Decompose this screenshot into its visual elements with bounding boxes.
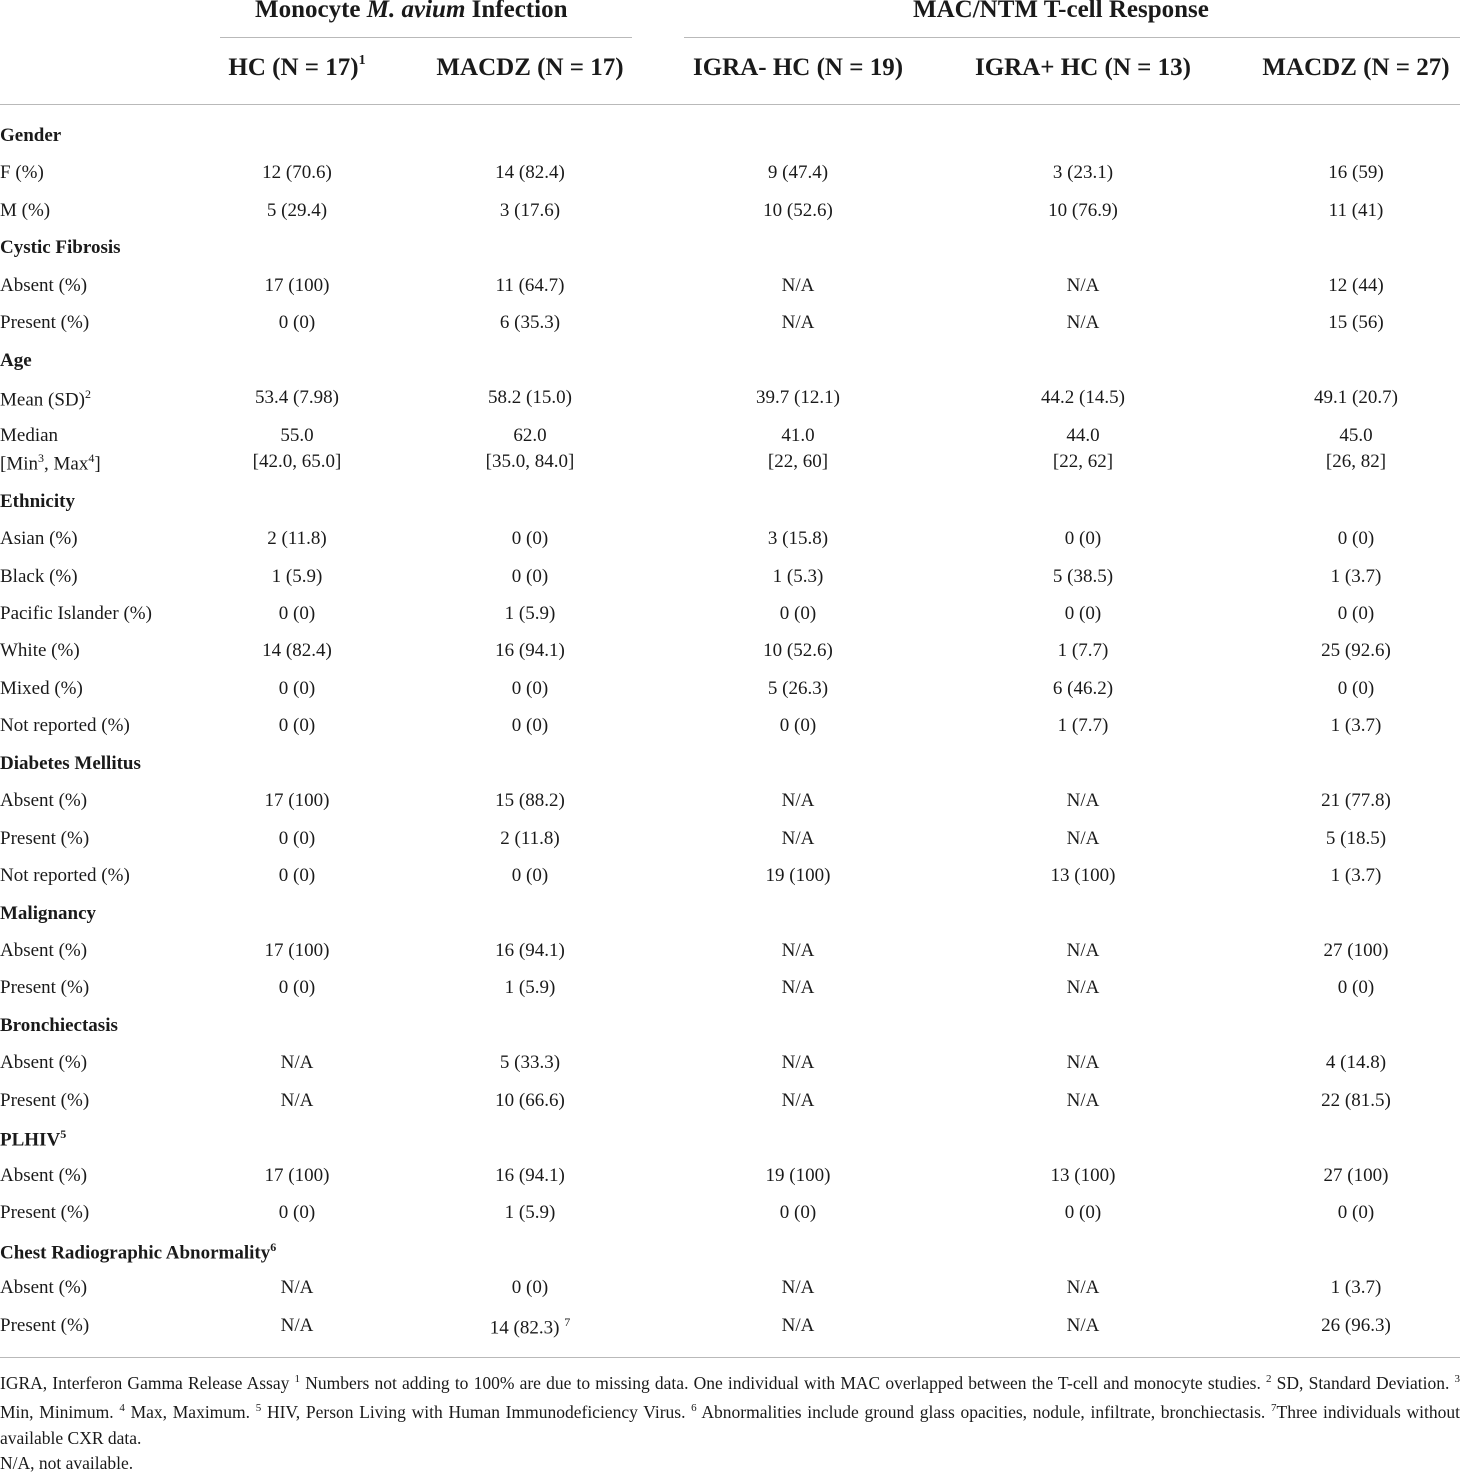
column-header: MACDZ (N = 17) [436,54,624,81]
table-cell: 1 (5.9) [504,603,556,624]
table-cell: 1 (5.9) [271,566,323,587]
row-label: Absent (%) [0,1165,88,1186]
table-cell: [22, 60] [767,451,829,472]
section-header-row [0,900,1460,930]
table-cell: 0 (0) [1337,1202,1375,1223]
table-cell: 1 (3.7) [1330,865,1382,886]
table-cell: 14 (82.4) [262,640,332,661]
column-header: IGRA+ HC (N = 13) [975,54,1191,81]
table-row [0,1274,1460,1304]
table-cell: N/A [1066,977,1100,998]
table-cell: N/A [781,828,815,849]
table-row [0,862,1460,892]
table-cell: 0 (0) [511,1277,549,1298]
table-row [0,384,1460,414]
table-cell: 5 (38.5) [1052,566,1114,587]
section-header-row [0,488,1460,518]
table-cell: N/A [280,1052,314,1073]
footer-rule [0,1357,1460,1358]
table-cell: 11 (64.7) [495,275,565,296]
table-cell: 3 (17.6) [499,200,561,221]
row-label: Present (%) [0,1202,90,1223]
table-cell: 0 (0) [278,977,316,998]
table-cell: 5 (33.3) [499,1052,561,1073]
table-cell: 15 (88.2) [495,790,565,811]
section-label: Cystic Fibrosis [0,237,121,258]
table-cell: 0 (0) [511,865,549,886]
table-cell: 5 (29.4) [266,200,328,221]
table-cell: 41.0 [781,425,815,446]
table-row [0,1049,1460,1079]
section-label: Ethnicity [0,491,75,512]
table-row [0,197,1460,227]
table-cell: 10 (76.9) [1048,200,1118,221]
table-cell: 1 (3.7) [1330,1277,1382,1298]
table-cell: 17 (100) [264,790,330,811]
section-header-row [0,122,1460,152]
table-cell: 53.4 (7.98) [255,387,339,408]
table-cell: N/A [280,1315,314,1336]
table-cell: N/A [1066,1315,1100,1336]
table-cell: 0 (0) [1337,678,1375,699]
table-cell: N/A [781,275,815,296]
table-row [0,675,1460,705]
table-cell: 6 (35.3) [499,312,561,333]
table-cell: 10 (52.6) [763,640,833,661]
table-row [0,563,1460,593]
table-cell: 6 (46.2) [1052,678,1114,699]
table-cell: 0 (0) [1337,603,1375,624]
table-cell: N/A [781,977,815,998]
table-cell: 0 (0) [779,1202,817,1223]
section-label: PLHIV$^5$ [0,1127,67,1151]
column-header: IGRA- HC (N = 19) [692,54,904,81]
table-cell: 13 (100) [1050,1165,1116,1186]
row-label-range: [Min$^3$, Max$^4$] [0,451,101,475]
table-cell: 1 (5.9) [504,977,556,998]
row-label: Mixed (%) [0,678,83,699]
row-label: Present (%) [0,828,90,849]
table-cell: 0 (0) [278,603,316,624]
table-cell: 21 (77.8) [1321,790,1391,811]
row-label: White (%) [0,640,80,661]
table-cell: N/A [1066,828,1100,849]
table-cell: 58.2 (15.0) [488,387,572,408]
table-cell: 14 (82.4) [495,162,565,183]
row-label: Median [0,425,59,446]
table-row [0,1199,1460,1229]
table-cell: 0 (0) [1064,528,1102,549]
table-cell: 10 (52.6) [763,200,833,221]
table-row [0,825,1460,855]
table-cell: 0 (0) [779,715,817,736]
table-cell: 3 (23.1) [1052,162,1114,183]
table-cell: 0 (0) [1064,1202,1102,1223]
table-row [0,937,1460,967]
table-cell: N/A [1066,1090,1100,1111]
table-cell: 45.0 [1339,425,1373,446]
row-label: Not reported (%) [0,865,130,886]
section-label: Bronchiectasis [0,1015,118,1036]
table-cell: 5 (18.5) [1325,828,1387,849]
table-cell: 1 (5.3) [772,566,824,587]
column-header: MACDZ (N = 27) [1262,54,1450,81]
table-row [0,525,1460,555]
table-cell: 16 (94.1) [495,1165,565,1186]
table-row [0,787,1460,817]
table-cell: 16 (59) [1328,162,1384,183]
table-cell: N/A [280,1090,314,1111]
table-cell: 19 (100) [765,1165,831,1186]
row-label: Mean (SD)$^2$ [0,387,91,411]
table-cell: 0 (0) [511,678,549,699]
table-cell: 39.7 (12.1) [756,387,840,408]
group-rule-tcell [684,37,1460,38]
table-cell: N/A [1066,312,1100,333]
table-cell: 26 (96.3) [1321,1315,1391,1336]
table-cell: N/A [781,1090,815,1111]
row-label: Pacific Islander (%) [0,603,152,624]
table-cell: 0 (0) [511,715,549,736]
table-cell: 25 (92.6) [1321,640,1391,661]
row-label: Present (%) [0,1315,90,1336]
table-cell: 27 (100) [1323,940,1389,961]
table-cell: N/A [781,1052,815,1073]
row-label: Absent (%) [0,940,88,961]
table-cell: 12 (70.6) [262,162,332,183]
row-label: Present (%) [0,312,90,333]
row-label: Black (%) [0,566,78,587]
table-cell: 14 (82.3) $^7$ [489,1315,571,1339]
column-header: HC (N = 17)$^1$ [228,52,366,81]
table-cell: 10 (66.6) [495,1090,565,1111]
row-label: Absent (%) [0,790,88,811]
section-label: Gender [0,125,62,146]
row-label: Present (%) [0,977,90,998]
table-cell: 1 (7.7) [1057,715,1109,736]
table-cell: 0 (0) [278,312,316,333]
table-cell: 5 (26.3) [767,678,829,699]
table-cell: N/A [1066,1052,1100,1073]
table-cell: 44.0 [1066,425,1100,446]
table-cell: N/A [1066,790,1100,811]
table-cell: N/A [1066,940,1100,961]
table-cell: N/A [781,1277,815,1298]
table-cell: 0 (0) [779,603,817,624]
row-label: Not reported (%) [0,715,130,736]
table-cell: [35.0, 84.0] [485,451,575,472]
table-cell: 16 (94.1) [495,940,565,961]
section-label: Diabetes Mellitus [0,753,141,774]
table-cell: 17 (100) [264,940,330,961]
table-cell: 1 (3.7) [1330,566,1382,587]
median-range-row [0,422,1460,482]
row-label: M (%) [0,200,51,221]
table-row [0,712,1460,742]
row-label: Absent (%) [0,275,88,296]
table-row [0,600,1460,630]
row-label: Asian (%) [0,528,78,549]
table-cell: 4 (14.8) [1325,1052,1387,1073]
row-label: Absent (%) [0,1277,88,1298]
table-row [0,272,1460,302]
table-row [0,309,1460,339]
section-header-row [0,1012,1460,1042]
table-footnote: IGRA, Interferon Gamma Release Assay $^1$ Numbers not adding to 100% are due to missing data. One individual with MAC overlapped between the T-cell and monocyte studies. $^2$ SD, Standard Deviation. $^3$ Min, Minimum. $^4$ Max, Maximum. $^5$ HIV, Person Living with Human Immunodeficiency Virus. $^6$ Abnormalities include ground glass opacities, nodule, infiltrate, bronchiectasis. $^7$Three individuals without available CXR data. N/A, not available. [0,1372,1460,1474]
table-cell: 1 (5.9) [504,1202,556,1223]
table-cell: 44.2 (14.5) [1041,387,1125,408]
table-cell: 0 (0) [511,528,549,549]
table-cell: N/A [781,790,815,811]
table-row [0,159,1460,189]
row-label: Absent (%) [0,1052,88,1073]
table-cell: 22 (81.5) [1321,1090,1391,1111]
table-cell: 0 (0) [278,715,316,736]
table-cell: 0 (0) [278,828,316,849]
table-cell: 0 (0) [1337,977,1375,998]
section-header-row [0,1124,1460,1154]
table-cell: 12 (44) [1328,275,1384,296]
table-cell: 19 (100) [765,865,831,886]
table-cell: 55.0 [280,425,314,446]
table-cell: 13 (100) [1050,865,1116,886]
table-cell: [42.0, 65.0] [252,451,342,472]
table-cell: 27 (100) [1323,1165,1389,1186]
table-row [0,637,1460,667]
table-cell: 17 (100) [264,1165,330,1186]
table-row [0,1312,1460,1342]
table-cell: 15 (56) [1328,312,1384,333]
table-row [0,974,1460,1004]
table-cell: 0 (0) [1064,603,1102,624]
group-header-monocyte: Monocyte M. avium Infection [255,0,568,23]
table-cell: 0 (0) [278,678,316,699]
section-label: Age [0,350,32,371]
table-cell: N/A [280,1277,314,1298]
table-cell: N/A [781,1315,815,1336]
table-cell: 0 (0) [278,865,316,886]
table-cell: 3 (15.8) [767,528,829,549]
group-rule-monocyte [220,37,632,38]
section-header-row [0,1237,1460,1267]
table-cell: 0 (0) [511,566,549,587]
table-cell: N/A [1066,275,1100,296]
table-row [0,1162,1460,1192]
table-cell: 16 (94.1) [495,640,565,661]
table-cell: 0 (0) [278,1202,316,1223]
table-cell: 2 (11.8) [500,828,560,849]
table-row [0,1087,1460,1117]
table-cell: 1 (7.7) [1057,640,1109,661]
group-header-tcell: MAC/NTM T-cell Response [913,0,1209,23]
table-cell: N/A [781,940,815,961]
table-cell: N/A [1066,1277,1100,1298]
table-cell: [26, 82] [1325,451,1387,472]
table-cell: N/A [781,312,815,333]
section-header-row [0,347,1460,377]
section-label: Chest Radiographic Abnormality$^6$ [0,1240,277,1264]
table-cell: 62.0 [513,425,547,446]
section-label: Malignancy [0,903,97,924]
table-cell: 2 (11.8) [267,528,327,549]
table-cell: 17 (100) [264,275,330,296]
table-cell: [22, 62] [1052,451,1114,472]
row-label: Present (%) [0,1090,90,1111]
table-cell: 11 (41) [1328,200,1384,221]
table-cell: 49.1 (20.7) [1314,387,1398,408]
header-rule [0,104,1460,105]
row-label: F (%) [0,162,44,183]
table-cell: 9 (47.4) [767,162,829,183]
section-header-row [0,234,1460,264]
section-header-row [0,750,1460,780]
table-cell: 1 (3.7) [1330,715,1382,736]
table-cell: 0 (0) [1337,528,1375,549]
